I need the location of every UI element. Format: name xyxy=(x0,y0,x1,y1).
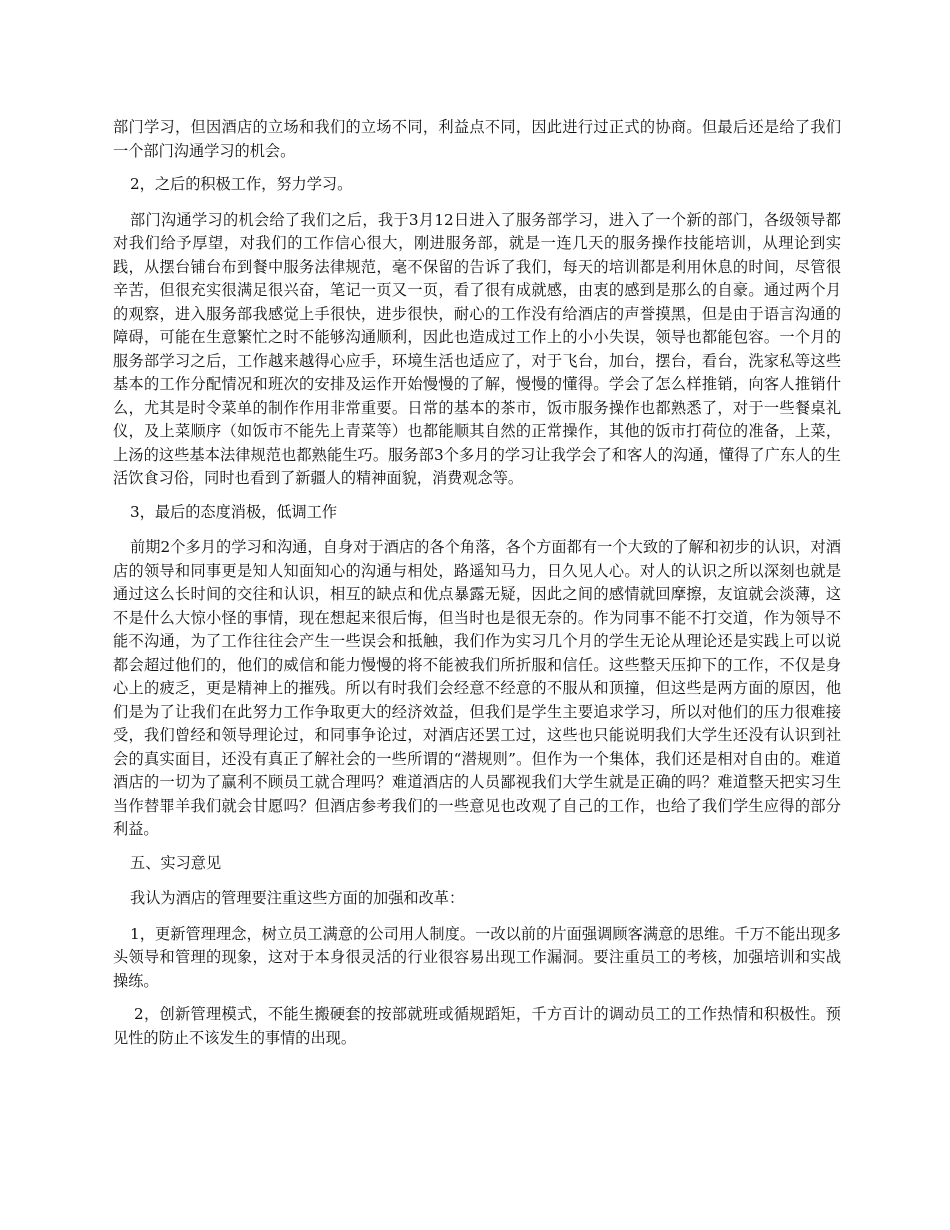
paragraph-intro-continuation: 部门学习，但因酒店的立场和我们的立场不同，利益点不同，因此进行过正式的协商。但最后还是给了我们一个部门沟通学习的机会。 xyxy=(113,118,841,160)
paragraph-suggestion-1: 1，更新管理理念，树立员工满意的公司用人制度。一改以前的片面强调顾客满意的思维。千万不能出现多头领导和管理的现象，这对于本身很灵活的行业很容易出现工作漏洞。要注重员工的考核，加强培训和实战操练。 xyxy=(113,924,841,990)
section-heading-2: 2，之后的积极工作，努力学习。 xyxy=(130,175,353,193)
paragraph-service-study: 部门沟通学习的机会给了我们之后，我于3月12日进入了服务部学习，进入了一个新的部门，各级领导都对我们给予厚望，对我们的工作信心很大，刚进服务部，就是一连几天的服务操作技能培训，从理论到实践，从摆台铺台布到餐中服务法律规范，毫不保留的告诉了我们，每天的培训都是利用休息的时间，尽管很辛苦，但很充实很满足很兴奋，笔记一页又一页，看了很有成就感，由衷的感到是那么的自豪。通过两个月的观察，进入服务部我感觉上手很快，进步很快，耐心的工作没有给酒店的声誉摸黑，但是由于语言沟通的障碍，可能在生意繁忙之时不能够沟通顺利，因此也造成过工作上的小小失误，领导也都能包容。一个月的服务部学习之后，工作越来越得心应手，环境生活也适应了，对于飞台，加台，摆台，看台，洗家私等这些基本的工作分配情况和班次的安排及运作开始慢慢的了解，慢慢的懂得。学会了怎么样推销，向客人推销什么，尤其是时令菜单的制作作用非常重要。日常的基本的茶市，饭市服务操作也都熟悉了，对于一些餐桌礼仪，及上菜顺序（如饭市不能先上青菜等）也都能顺其自然的正常操作，其他的饭市打荷位的准备，上菜，上汤的这些基本法律规范也都熟能生巧。服务部3个多月的学习让我学会了和客人的沟通，懂得了广东人的生活饮食习俗，同时也看到了新疆人的精神面貌，消费观念等。 xyxy=(113,210,841,487)
paragraph-suggestion-intro: 我认为酒店的管理要注重这些方面的加强和改革： xyxy=(130,889,465,907)
section-heading-3: 3，最后的态度消极，低调工作 xyxy=(130,502,338,521)
paragraph-suggestion-2: 2，创新管理模式，不能生搬硬套的按部就班或循规蹈矩，千方百计的调动员工的工作热情和积极性。预见性的防止不该发生的事情的出现。 xyxy=(113,1005,841,1047)
section-heading-5: 五、实习意见 xyxy=(130,853,222,872)
document-page xyxy=(113,116,841,1060)
paragraph-attitude: 前期2个多月的学习和沟通，自身对于酒店的各个角落，各个方面都有一个大致的了解和初步的认识，对酒店的领导和同事更是知人知面知心的沟通与相处，路遥知马力，日久见人心。对人的认识之所以深刻也就是通过这么长时间的交往和认识，相互的缺点和优点暴露无疑，因此之间的感情就回摩擦，友谊就会淡薄，这不是什么大惊小怪的事情，现在想起来很后悔，但当时也是很无奈的。作为同事不能不打交道，作为领导不能不沟通，为了工作往往会产生一些误会和抵触，我们作为实习几个月的学生无论从理论还是实践上可以说都会超过他们的，他们的威信和能力慢慢的将不能被我们所折服和信任。这些整天压抑下的工作，不仅是身心上的疲乏，更是精神上的摧残。所以有时我们会经意不经意的不服从和顶撞，但这些是两方面的原因，他们是为了让我们在此努力工作争取更大的经济效益，但我们是学生主要追求学习，所以对他们的压力很难接受，我们曾经和领导理论过，和同事争论过，对酒店还罢工过，这些也只能说明我们大学生还没有认识到社会的真实面目，还没有真正了解社会的一些所谓的“潜规则”。但作为一个集体，我们还是相对自由的。难道酒店的一切为了赢利不顾员工就合理吗？难道酒店的人员鄙视我们大学生就是正确的吗？难道整天把实习生当作替罪羊我们就会甘愿吗？但酒店参考我们的一些意见也改观了自己的工作，也给了我们学生应得的部分利益。 xyxy=(113,538,841,838)
